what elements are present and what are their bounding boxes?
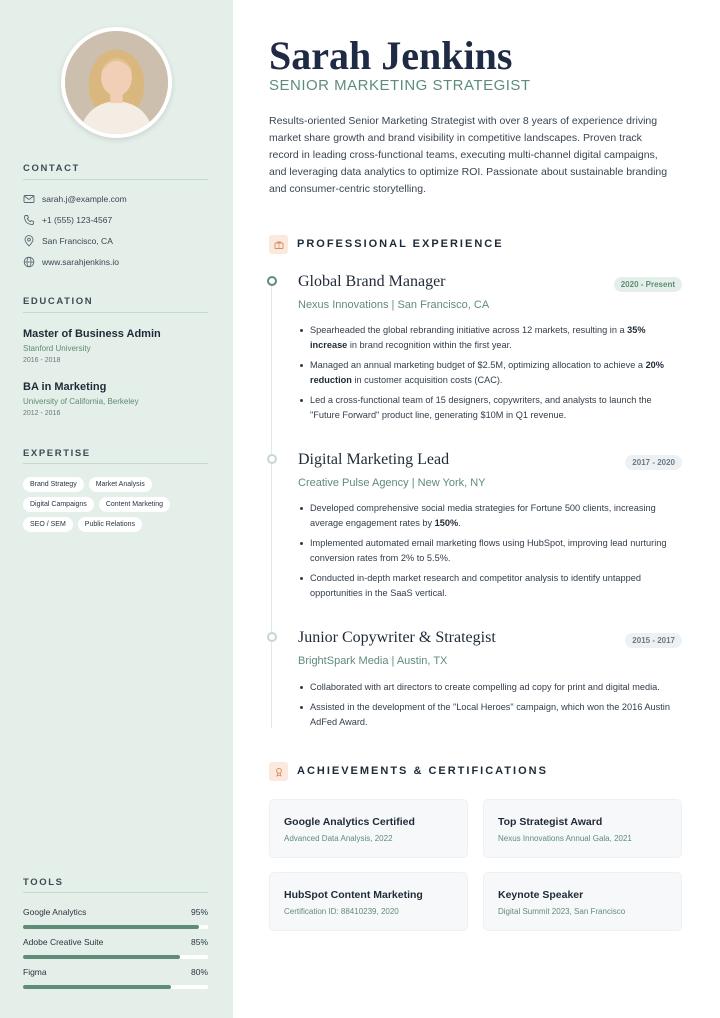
achievement-detail: Certification ID: 88410239, 2020 [284,907,399,916]
achievement-detail: Nexus Innovations Annual Gala, 2021 [498,834,632,843]
education-years: 2016 - 2018 [23,357,61,364]
achievement-detail: Digital Summit 2023, San Francisco [498,907,626,916]
tools-divider [23,892,208,893]
award-icon [269,762,288,781]
education-divider [23,312,208,313]
job-bullet: Conducted in-depth market research and competitor analysis to identify untapped opportunities in the SaaS vertical. [298,571,684,601]
tool-progress-track [23,925,208,929]
profile-photo-illustration [65,31,168,134]
contact-location-text: San Francisco, CA [42,236,113,246]
contact-email-text: sarah.j@example.com [42,194,127,204]
job-bullet: Managed an annual marketing budget of $2.5M, optimizing allocation to achieve a 20% reduction in customer acquisition costs (CAC). [298,358,684,388]
tool-progress-track [23,985,208,989]
achievement-card [269,799,468,858]
profile-photo [61,27,172,138]
education-school: University of California, Berkeley [23,397,139,406]
profile-summary: Results-oriented Senior Marketing Strategist with over 8 years of experience driving market share growth and brand visibility in competitive landscapes. Proven track record in leading cross-functional teams, executing multi-channel digital campaigns, and leveraging data analytics to optimize ROI. Passionate about sustainable branding and consumer-centric storytelling. [269,115,668,195]
job-title: Global Brand Manager [298,273,446,290]
job-dates-badge: 2017 - 2020 [625,455,682,470]
mail-icon [23,193,35,205]
tool-progress-track [23,955,208,959]
tool-name: Adobe Creative Suite [23,937,104,947]
timeline-line [271,286,272,728]
job-bullets [298,680,684,735]
achievement-detail: Advanced Data Analysis, 2022 [284,834,393,843]
timeline-dot [267,276,277,286]
achievement-card [483,799,682,858]
education-school: Stanford University [23,344,91,353]
briefcase-icon [269,235,288,254]
tool-name: Figma [23,967,47,977]
achievements-heading: ACHIEVEMENTS & CERTIFICATIONS [297,765,548,777]
tool-percent: 95% [190,907,208,917]
skill-chip: Market Analysis [89,477,152,492]
job-company: Nexus Innovations | San Francisco, CA [298,299,490,311]
job-bullets [298,323,684,428]
candidate-name: Sarah Jenkins [269,33,513,78]
expertise-divider [23,463,208,464]
job-title: Digital Marketing Lead [298,451,450,468]
skill-chip: Content Marketing [99,497,170,512]
skill-chip: SEO / SEM [23,517,73,532]
contact-location [23,233,113,249]
contact-website[interactable] [23,254,119,270]
globe-icon [23,256,35,268]
contact-divider [23,179,208,180]
job-company: BrightSpark Media | Austin, TX [298,655,448,667]
expertise-heading: EXPERTISE [23,448,91,459]
tool-percent: 80% [190,967,208,977]
tool-progress-fill [23,925,199,929]
job-bullet: Collaborated with art directors to create compelling ad copy for print and digital media. [298,680,684,695]
job-dates-badge: 2015 - 2017 [625,633,682,648]
skill-chip: Public Relations [78,517,142,532]
job-bullet: Spearheaded the global rebranding initiative across 12 markets, resulting in a 35% increase in brand recognition within the first year. [298,323,684,353]
contact-website-text: www.sarahjenkins.io [42,257,120,267]
location-pin-icon [23,235,35,247]
job-bullet: Implemented automated email marketing flows using HubSpot, improving lead nurturing conversion rates from 2% to 5.5%. [298,536,684,566]
achievement-title: HubSpot Content Marketing [284,889,423,901]
education-degree: BA in Marketing [23,381,107,393]
skill-chip: Brand Strategy [23,477,84,492]
tool-percent: 85% [190,937,208,947]
timeline-dot [267,454,277,464]
skill-chip: Digital Campaigns [23,497,94,512]
job-bullet: Led a cross-functional team of 15 designers, copywriters, and analysts to launch the "Future Forward" product line, generating $10M in Q1 revenue. [298,393,684,423]
achievement-card [269,872,468,931]
education-heading: EDUCATION [23,296,94,307]
timeline-dot [267,632,277,642]
contact-email[interactable] [23,191,127,207]
achievement-title: Keynote Speaker [498,889,584,901]
tools-heading: TOOLS [23,877,64,888]
job-dates-badge: 2020 - Present [614,277,682,292]
job-bullets [298,501,684,606]
contact-phone-text: +1 (555) 123-4567 [42,215,113,225]
achievement-title: Google Analytics Certified [284,816,415,828]
job-company: Creative Pulse Agency | New York, NY [298,477,486,489]
sidebar [0,0,233,1018]
experience-heading: PROFESSIONAL EXPERIENCE [297,238,504,250]
achievement-card [483,872,682,931]
phone-icon [23,214,35,226]
education-degree: Master of Business Admin [23,328,161,340]
job-bullet: Developed comprehensive social media strategies for Fortune 500 clients, increasing average engagement rates by 150%. [298,501,684,531]
job-bullet: Assisted in the development of the "Local Heroes" campaign, which won the 2016 Austin AdFed Award. [298,700,684,730]
contact-heading: CONTACT [23,163,80,174]
achievement-title: Top Strategist Award [498,816,603,828]
education-years: 2012 - 2016 [23,410,61,417]
tool-progress-fill [23,985,171,989]
expertise-chips [23,477,213,532]
job-title: Junior Copywriter & Strategist [298,629,496,646]
candidate-title: SENIOR MARKETING STRATEGIST [269,77,531,94]
tool-progress-fill [23,955,180,959]
tool-name: Google Analytics [23,907,87,917]
contact-phone[interactable] [23,212,112,228]
